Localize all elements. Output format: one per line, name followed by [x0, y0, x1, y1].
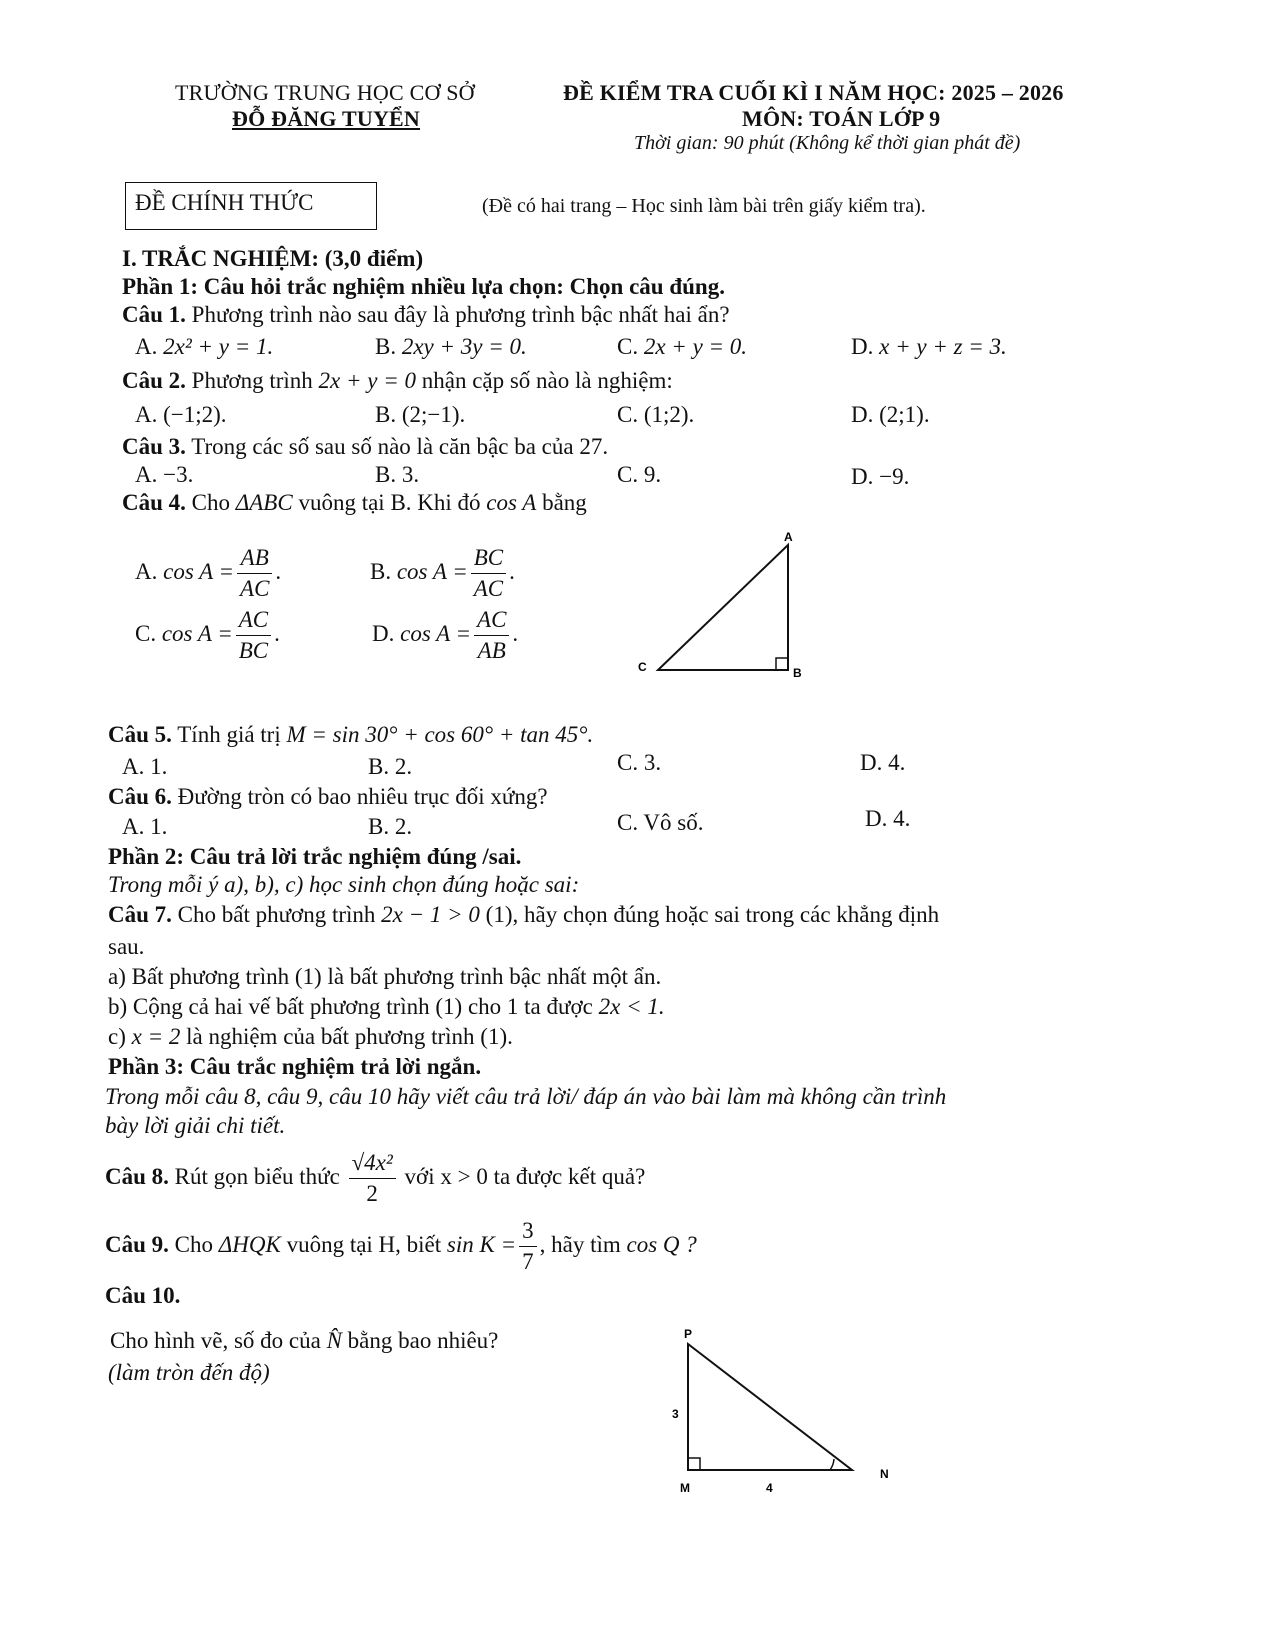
q10-vertex-m: M	[680, 1481, 690, 1495]
q2-label: Câu 2.	[122, 368, 186, 393]
q10-vertex-n: N	[880, 1467, 889, 1481]
q6-option-d: D. 4.	[865, 806, 911, 831]
q2-text-before: Phương trình	[191, 368, 313, 393]
q7-c-expr: x = 2	[131, 1024, 181, 1049]
q4-option-b: B. cos A = $\frac{BC}{AC}$ .	[370, 543, 515, 604]
q10-label: Câu 10.	[105, 1283, 181, 1308]
q6-stem	[108, 784, 548, 810]
q7-stem	[108, 902, 939, 928]
school-name-text: ĐỖ ĐĂNG TUYỂN	[232, 106, 420, 131]
q10-stem	[110, 1328, 498, 1354]
q1-option-b	[375, 334, 527, 360]
q4-d-lhs: cos A =	[400, 620, 472, 646]
q6-label: Câu 6.	[108, 784, 172, 809]
q4-a-lhs: cos A =	[163, 558, 235, 584]
q10-side-mn: 4	[766, 1481, 773, 1495]
q1-c-expr: 2x + y = 0.	[643, 334, 748, 359]
q4-text-before: Cho	[191, 490, 230, 515]
q5-option-a: A. 1.	[122, 754, 168, 779]
q8-label: Câu 8.	[105, 1163, 169, 1189]
q1-b-expr: 2xy + 3y = 0.	[401, 334, 527, 359]
q9-cos: cos Q ?	[626, 1231, 697, 1257]
q3-stem	[122, 434, 608, 460]
exam-time: Thời gian: 90 phút (Không kể thời gian phát đề)	[634, 132, 1021, 154]
q2-text-after: nhận cặp số nào là nghiệm:	[421, 368, 673, 393]
school-name-line1: TRƯỜNG TRUNG HỌC CƠ SỞ	[175, 80, 475, 105]
q10-angle-arc	[830, 1459, 834, 1470]
q7-b-text: b) Cộng cả hai vế bất phương trình (1) cho 1 ta được	[108, 994, 593, 1019]
q7-statement-a: a) Bất phương trình (1) là bất phương trình bậc nhất một ẩn.	[108, 964, 662, 989]
q5-option-c: C. 3.	[617, 750, 662, 775]
school-name-line2	[232, 106, 420, 132]
q4-a-num: AB	[237, 543, 272, 574]
q7-text-before: Cho bất phương trình	[177, 902, 376, 927]
q4-stem	[122, 490, 587, 516]
q9-sin: sin K =	[446, 1231, 517, 1257]
q8-stem	[105, 1148, 645, 1209]
q4-text-after: bằng	[542, 490, 587, 515]
q4-label: Câu 4.	[122, 490, 186, 515]
q4-b-num: BC	[471, 543, 506, 574]
q4-option-d: D. cos A = $\frac{AC}{AB}$ .	[372, 605, 518, 666]
q4-c-fraction	[236, 605, 271, 666]
q4-triangle-figure	[630, 525, 820, 690]
q2-expr: 2x + y = 0	[318, 368, 416, 393]
q10-side-pm: 3	[672, 1407, 679, 1421]
q10-right-angle-mark	[688, 1458, 700, 1470]
q4-text-mid: vuông tại B. Khi đó	[298, 490, 481, 515]
q7-c-prefix: c)	[108, 1024, 126, 1049]
q8-text-after: với x > 0 ta được kết quả?	[404, 1163, 646, 1189]
part3-instruction-line1: Trong mỗi câu 8, câu 9, câu 10 hãy viết câu trả lời/ đáp án vào bài làm mà không cần trình	[105, 1084, 947, 1109]
q5-label: Câu 5.	[108, 722, 172, 747]
q1-option-a	[135, 334, 273, 360]
exam-title: ĐỀ KIỂM TRA CUỐI KÌ I NĂM HỌC: 2025 – 2026	[563, 80, 1064, 105]
q1-option-d	[851, 334, 1007, 360]
q5-option-b: B. 2.	[368, 754, 413, 779]
part1-title: Phần 1: Câu hỏi trắc nghiệm nhiều lựa chọn: Chọn câu đúng.	[122, 274, 725, 299]
q1-a-expr: 2x² + y = 1.	[163, 334, 274, 359]
q1-b-letter: B.	[375, 334, 397, 359]
q2-option-b: B. (2;−1).	[375, 402, 466, 427]
q2-stem	[122, 368, 673, 394]
q5-text: Tính giá trị	[177, 722, 281, 747]
q8-fraction	[349, 1148, 396, 1209]
q7-stem-cont: sau.	[108, 934, 145, 959]
q1-c-letter: C.	[617, 334, 639, 359]
q4-triangle: ΔABC	[235, 490, 293, 515]
part2-instruction: Trong mỗi ý a), b), c) học sinh chọn đúng hoặc sai:	[108, 872, 580, 897]
q9-label: Câu 9.	[105, 1231, 169, 1257]
q4-c-letter: C.	[135, 620, 157, 646]
q8-den: 2	[366, 1181, 378, 1206]
q4-a-letter: A.	[135, 558, 158, 584]
q4-b-lhs: cos A =	[396, 558, 468, 584]
q9-den: 7	[522, 1249, 534, 1274]
q6-option-c: C. Vô số.	[617, 810, 704, 835]
q1-d-expr: x + y + z = 3.	[879, 334, 1007, 359]
q4-vertex-c: C	[638, 660, 647, 674]
q3-option-c: C. 9.	[617, 462, 662, 487]
q7-b-expr: 2x < 1.	[598, 994, 665, 1019]
q9-num: 3	[519, 1216, 537, 1247]
q1-label: Câu 1.	[122, 302, 186, 327]
exam-note: (Đề có hai trang – Học sinh làm bài trên giấy kiểm tra).	[482, 195, 926, 217]
q4-c-num: AC	[236, 605, 271, 636]
q3-option-b: B. 3.	[375, 462, 420, 487]
q10-vertex-p: P	[684, 1327, 693, 1341]
q4-option-c: C. cos A = $\frac{AC}{BC}$ .	[135, 605, 280, 666]
part3-title: Phần 3: Câu trắc nghiệm trả lời ngắn.	[108, 1054, 482, 1079]
q5-option-d: D. 4.	[860, 750, 906, 775]
q4-d-fraction	[474, 605, 509, 666]
q4-b-den: AC	[473, 576, 504, 601]
q9-stem	[105, 1216, 697, 1277]
q2-option-d: D. (2;1).	[851, 402, 930, 427]
q8-text-before: Rút gọn biểu thức	[174, 1163, 340, 1189]
q10-triangle-figure	[660, 1322, 900, 1502]
q7-statement-c	[108, 1024, 513, 1050]
q9-text-mid: vuông tại H, biết	[286, 1231, 442, 1257]
q4-vertex-a: A	[784, 530, 793, 544]
q4-c-lhs: cos A =	[161, 620, 233, 646]
q6-option-b: B. 2.	[368, 814, 413, 839]
q6-option-a: A. 1.	[122, 814, 168, 839]
q6-text: Đường tròn có bao nhiêu trục đối xứng?	[177, 784, 548, 809]
q5-expr: M = sin 30° + cos 60° + tan 45°.	[286, 722, 594, 747]
q10-triangle-shape	[688, 1344, 852, 1470]
q3-option-a: A. −3.	[135, 462, 194, 487]
q10-text: Cho hình vẽ, số đo của	[110, 1328, 321, 1353]
q10-text-after: bằng bao nhiêu?	[347, 1328, 499, 1353]
q4-b-fraction	[471, 543, 506, 604]
q4-right-angle-mark	[776, 658, 788, 670]
q7-text-after: (1), hãy chọn đúng hoặc sai trong các khẳng định	[485, 902, 940, 927]
q1-a-letter: A.	[135, 334, 158, 359]
q7-statement-b	[108, 994, 665, 1020]
q1-option-c	[617, 334, 747, 360]
q3-option-d: D. −9.	[851, 464, 910, 489]
q2-option-a: A. (−1;2).	[135, 402, 227, 427]
q2-option-c: C. (1;2).	[617, 402, 695, 427]
q3-label: Câu 3.	[122, 434, 186, 459]
q4-a-fraction	[237, 543, 272, 604]
q9-fraction	[519, 1216, 537, 1277]
q7-expr: 2x − 1 > 0	[381, 902, 480, 927]
q4-option-a: A. cos A = $\frac{AB}{AC}$ .	[135, 543, 281, 604]
q10-note: (làm tròn đến độ)	[108, 1360, 270, 1385]
official-label: ĐỀ CHÍNH THỨC	[135, 190, 314, 215]
q3-text: Trong các số sau số nào là căn bậc ba của 27.	[191, 434, 609, 459]
q4-b-letter: B.	[370, 558, 392, 584]
q4-c-den: BC	[238, 638, 269, 663]
q4-vertex-b: B	[793, 666, 802, 680]
q1-d-letter: D.	[851, 334, 874, 359]
q7-label: Câu 7.	[108, 902, 172, 927]
q4-a-den: AC	[240, 576, 270, 601]
q4-d-den: AB	[477, 638, 506, 663]
q9-text-before: Cho	[174, 1231, 213, 1257]
q4-d-letter: D.	[372, 620, 395, 646]
q1-stem	[122, 302, 730, 328]
q4-triangle-shape	[658, 545, 788, 670]
q9-triangle: ΔHQK	[218, 1231, 281, 1257]
q10-angle: N̂	[326, 1328, 342, 1353]
q5-stem	[108, 722, 593, 748]
section-title: I. TRẮC NGHIỆM: (3,0 điểm)	[122, 246, 424, 271]
part2-title: Phần 2: Câu trả lời trắc nghiệm đúng /sai.	[108, 844, 522, 869]
exam-subject: MÔN: TOÁN LỚP 9	[742, 106, 941, 131]
q4-cos: cos A	[486, 490, 537, 515]
q8-num: √4x²	[349, 1148, 396, 1179]
q7-c-text: là nghiệm của bất phương trình (1).	[186, 1024, 513, 1049]
q1-text: Phương trình nào sau đây là phương trình bậc nhất hai ẩn?	[191, 302, 730, 327]
q9-text-after: , hãy tìm	[539, 1231, 621, 1257]
q4-d-num: AC	[474, 605, 509, 636]
part3-instruction-line2: bày lời giải chi tiết.	[105, 1113, 286, 1138]
